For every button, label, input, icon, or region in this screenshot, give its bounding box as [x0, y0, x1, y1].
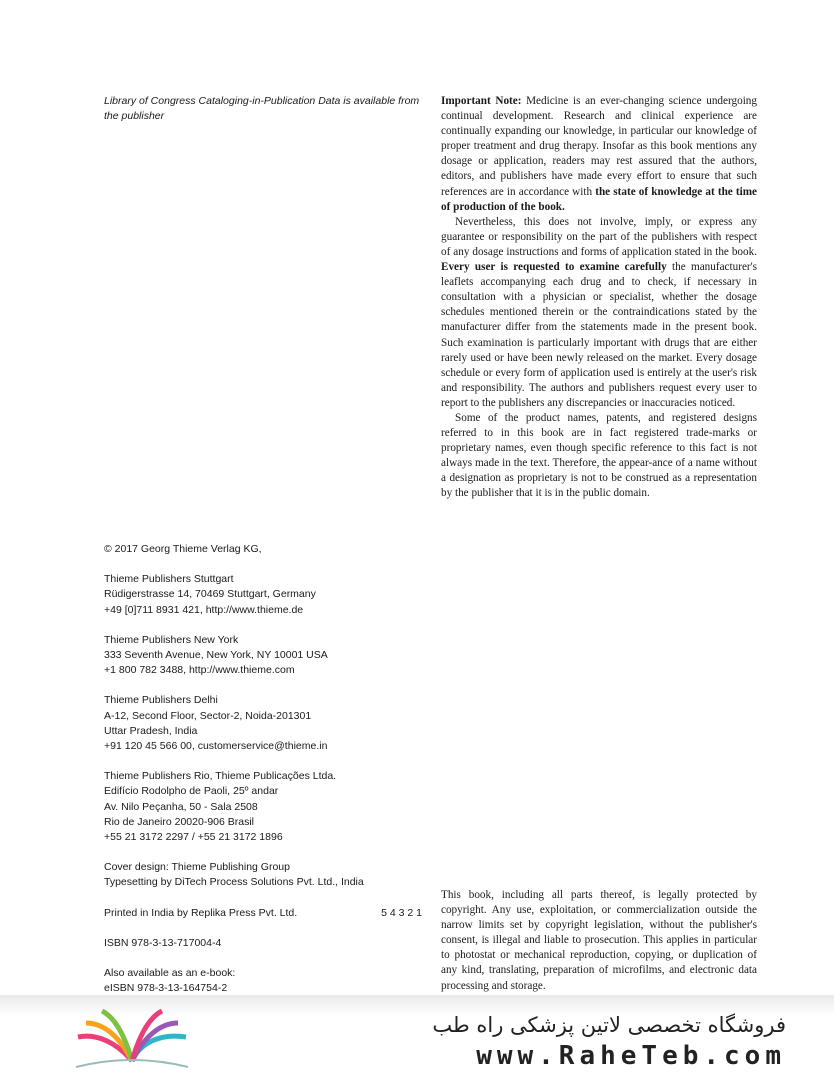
- isbn: ISBN 978-3-13-717004-4: [104, 936, 222, 949]
- publisher-info: [104, 542, 422, 996]
- store-url[interactable]: www.RaheTeb.com: [476, 1041, 786, 1071]
- office-stuttgart: Thieme Publishers Stuttgart Rüdigerstrasse 14, 70469 Stuttgart, Germany +49 [0]711 8931 421, http://www.thieme.de: [104, 573, 316, 616]
- copyright-line: © 2017 Georg Thieme Verlag KG,: [104, 543, 262, 555]
- office-rio: Thieme Publishers Rio, Thieme Publicações Ltda. Edifício Rodolpho de Paoli, 25º andar Av. Nilo Peçanha, 50 - Sala 2508 Rio de Janeiro 20020-906 Brasil +55 21 3172 2297 / +55 21 3172 1896: [104, 770, 337, 844]
- office-delhi: Thieme Publishers Delhi A-12, Second Floor, Sector-2, Noida-201301 Uttar Pradesh, India +91 120 45 566 00, customerservice@thieme.in: [104, 694, 328, 753]
- printed-line: Printed in India by Replika Press Pvt. Ltd. 5 4 3 2 1: [104, 906, 422, 921]
- legal-notice: This book, including all parts thereof, is legally protected by copyright. Any use, exploitation, or commercialization outside the narrow limits set by copyright legislation, without the publisher's consent, is illegal and liable to prosecution. This applies in particular to photostat or mechanical reproduction, copying, or duplication of any kind, translating, preparation of microfilms, and electronic data processing and storage.: [441, 889, 757, 992]
- important-note-paragraph-2: Nevertheless, this does not involve, imply, or express any guarantee or responsibility on the part of the publishers with respect of any dosage instructions and forms of application stated in the book. Every user is requested to examine carefully the manufacturer's leaflets accompanying each drug and to check, if necessary in consultation with a physician or specialist, whether the dosage schedules mentioned therein or the contraindications stated by the manufacturer differ from the statements made in the present book. Such examination is particularly important with drugs that are either rarely used or have been newly released on the market. Every dosage schedule or every form of application used is entirely at the user's risk and responsibility. The authors and publishers request every user to report to the publishers any discrepancies or inaccuracies noticed.: [441, 215, 758, 409]
- store-name: فروشگاه تخصصی لاتین پزشکی راه طب: [432, 1013, 786, 1037]
- print-run-line: 5 4 3 2 1: [381, 906, 422, 919]
- important-note-paragraph-1: Important Note: Medicine is an ever-changing science undergoing continual development. Research and clinical experience are continually expanding our knowledge, in particular our knowledge of proper treatment and drug therapy. Insofar as this book mentions any dosage or application, readers may rest assured that the authors, editors, and publishers have made every effort to ensure that such references are in accordance with the state of knowledge at the time of production of the book.: [441, 95, 758, 213]
- important-note-label: Important Note:: [441, 95, 522, 107]
- important-note: [441, 94, 757, 502]
- cip-note: Library of Congress Cataloging-in-Publication Data is available from the publisher: [104, 95, 420, 123]
- important-note-paragraph-3: Some of the product names, patents, and registered designs referred to in this book are in fact registered trade-marks or proprietary names, even though specific reference to this fact is not always made in the text. Therefore, the appear-ance of a name without a designation as proprietary is not to be construed as a representation by the publisher that it is in the public domain.: [441, 411, 757, 500]
- store-footer-banner: [0, 995, 834, 1080]
- office-new-york: Thieme Publishers New York 333 Seventh Avenue, New York, NY 10001 USA +1 800 782 3488, http://www.thieme.com: [104, 633, 328, 677]
- credits: Cover design: Thieme Publishing Group Typesetting by DiTech Process Solutions Pvt. Ltd., India: [104, 861, 364, 889]
- ebook-info: Also available as an e-book: eISBN 978-3-13-164754-2: [104, 967, 236, 995]
- open-book-logo-icon: [72, 1003, 192, 1073]
